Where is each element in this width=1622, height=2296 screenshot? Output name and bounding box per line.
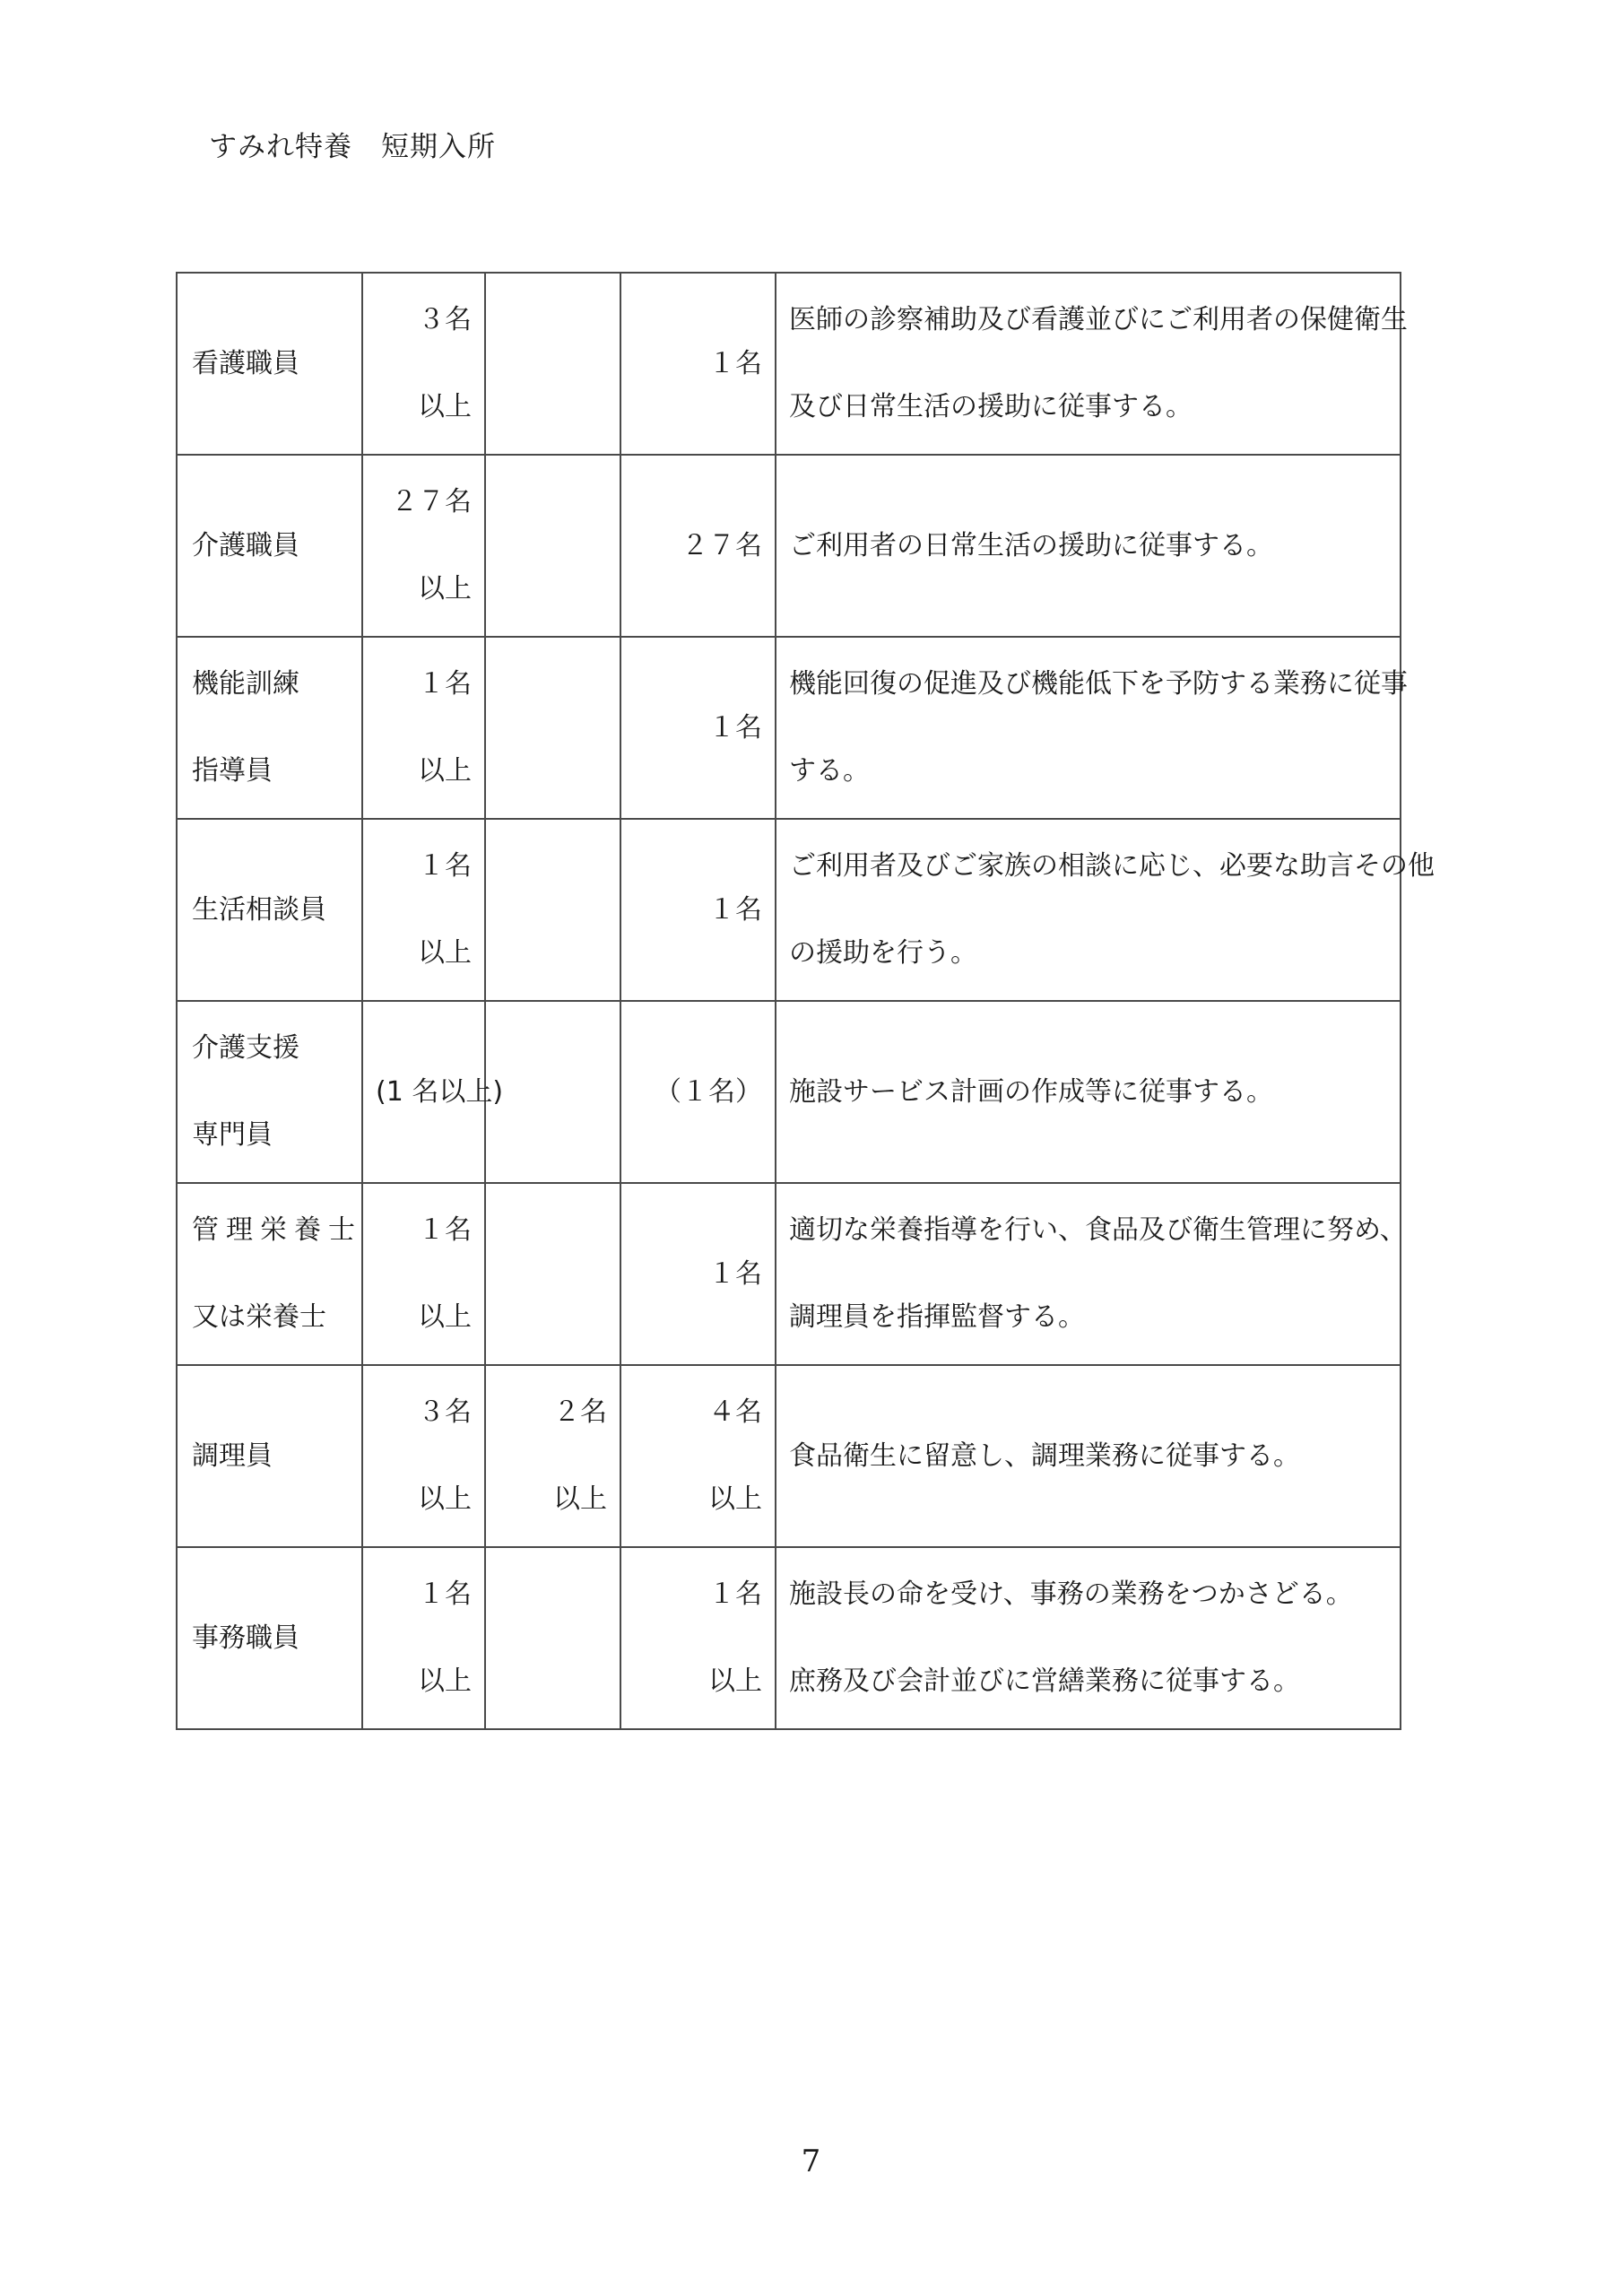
staff-count-cell-b [485,1547,620,1729]
staff-count-cell-a [362,1365,485,1547]
staff-count-cell-c [620,1547,776,1729]
cell-text-line: 又は栄養士 [192,1301,326,1333]
cell-text-line: 指導員 [192,755,273,787]
cell-text-line: 専門員 [192,1119,273,1151]
table-row [177,819,1401,1001]
cell-text-line: 医師の診察補助及び看護並びにご利用者の保健衛生 [789,304,1408,335]
cell-text-line: 以上 [553,1483,607,1515]
table-row [177,1547,1401,1729]
duty-description-cell [776,273,1408,455]
cell-text-line: 調理員を指揮監督する。 [789,1301,1085,1333]
job-title-cell [177,819,362,1001]
cell-text-line: 看護職員 [192,347,299,379]
cell-text-line: １名 [708,711,762,744]
staff-count-cell-b [485,455,620,637]
job-title-cell [177,455,362,637]
cell-text-line: 以上 [418,1301,472,1333]
job-title-cell [177,1547,362,1729]
cell-text-line: 施設サービス計画の作成等に従事する。 [789,1075,1273,1108]
duty-description-cell [776,455,1401,637]
staff-count-cell-a [362,1183,485,1365]
cell-text-line: １名 [708,1257,762,1290]
cell-text-line: 以上 [708,1665,762,1697]
staff-count-cell-a [362,273,485,455]
cell-text-line: 生活相談員 [192,893,326,926]
staff-count-cell-c [620,819,776,1001]
cell-text-line: ご利用者の日常生活の援助に従事する。 [789,529,1273,561]
duty-description-cell [776,1365,1401,1547]
cell-text-line: 及び日常生活の援助に従事する。 [789,391,1193,422]
staff-count-cell-a [362,455,485,637]
staff-count-cell-c [620,1001,776,1183]
cell-text-line: 事務職員 [192,1622,299,1654]
cell-text-line: 庶務及び会計並びに営繕業務に従事する。 [789,1665,1300,1697]
staff-count-cell-c [620,455,776,637]
staff-count-cell-a [362,1001,504,1183]
cell-text-line: 以上 [418,1665,472,1697]
cell-text-line: ２７名 [391,486,472,517]
cell-text-line: 以上 [418,391,472,422]
cell-text-line: 適切な栄養指導を行い、食品及び衛生管理に努め、 [789,1214,1407,1246]
staffing-table [176,272,1435,1730]
table-row [177,455,1401,637]
table-row [177,1365,1401,1547]
staff-count-cell-c [620,273,776,455]
staff-count-cell-b [485,819,620,1001]
cell-text-line: 機能訓練 [192,668,299,700]
cell-text-line: ２７名 [681,529,762,561]
cell-text-line: 調理員 [192,1439,273,1472]
cell-text-line: （１名） [655,1075,762,1108]
staff-count-cell-a [362,637,485,819]
cell-text-line: 施設長の命を受け、事務の業務をつかさどる。 [789,1578,1353,1610]
job-title-cell [177,273,362,455]
cell-text-line: １名 [418,1214,472,1246]
job-title-cell [177,1183,362,1365]
cell-text-line: ３名 [418,304,472,335]
staff-count-cell-b [485,273,620,455]
staff-count-cell-c [620,637,776,819]
staff-count-cell-a [362,819,485,1001]
staff-count-cell-c [620,1183,776,1365]
staff-count-cell-b [485,1183,620,1365]
cell-text-line: 管理栄養士 [192,1214,362,1246]
staffing-table-body [177,273,1435,1729]
staff-count-cell-b [485,1001,620,1183]
cell-text-line: ３名 [418,1396,472,1428]
job-title-cell [177,1365,362,1547]
duty-description-cell [776,1547,1401,1729]
cell-text-line: する。 [789,755,870,787]
duty-description-cell [776,1183,1407,1365]
duty-description-cell [776,1001,1401,1183]
staff-count-cell-b [485,1365,620,1547]
cell-text-line: 以上 [708,1483,762,1515]
job-title-cell [177,1001,362,1183]
cell-text-line: １名 [708,1578,762,1610]
table-row [177,1183,1401,1365]
cell-text-line: (1 名以上) [376,1075,504,1108]
cell-text-line: 以上 [418,937,472,969]
cell-text-line: 介護支援 [192,1032,299,1064]
cell-text-line: ご利用者及びご家族の相談に応じ、必要な助言その他 [789,850,1435,882]
duty-description-cell [776,637,1408,819]
cell-text-line: １名 [418,668,472,700]
cell-text-line: 以上 [418,1483,472,1515]
cell-text-line: 機能回復の促進及び機能低下を予防する業務に従事 [789,668,1408,700]
duty-description-cell [776,819,1435,1001]
table-row [177,273,1401,455]
cell-text-line: 食品衛生に留意し、調理業務に従事する。 [789,1439,1300,1472]
cell-text-line: 介護職員 [192,529,299,561]
staff-count-cell-c [620,1365,776,1547]
cell-text-line: 以上 [418,573,472,604]
cell-text-line: の援助を行う。 [789,937,977,969]
cell-text-line: １名 [418,1578,472,1610]
staff-count-cell-b [485,637,620,819]
document-header: すみれ特養 短期入所 [209,131,496,163]
job-title-cell [177,637,362,819]
cell-text-line: 以上 [418,755,472,787]
page-number: 7 [801,2144,821,2179]
staff-count-cell-a [362,1547,485,1729]
cell-text-line: ４名 [708,1396,762,1428]
cell-text-line: ２名 [553,1396,607,1428]
cell-text-line: １名 [708,893,762,926]
cell-text-line: １名 [708,347,762,379]
table-row [177,1001,1401,1183]
cell-text-line: １名 [418,850,472,882]
table-row [177,637,1401,819]
